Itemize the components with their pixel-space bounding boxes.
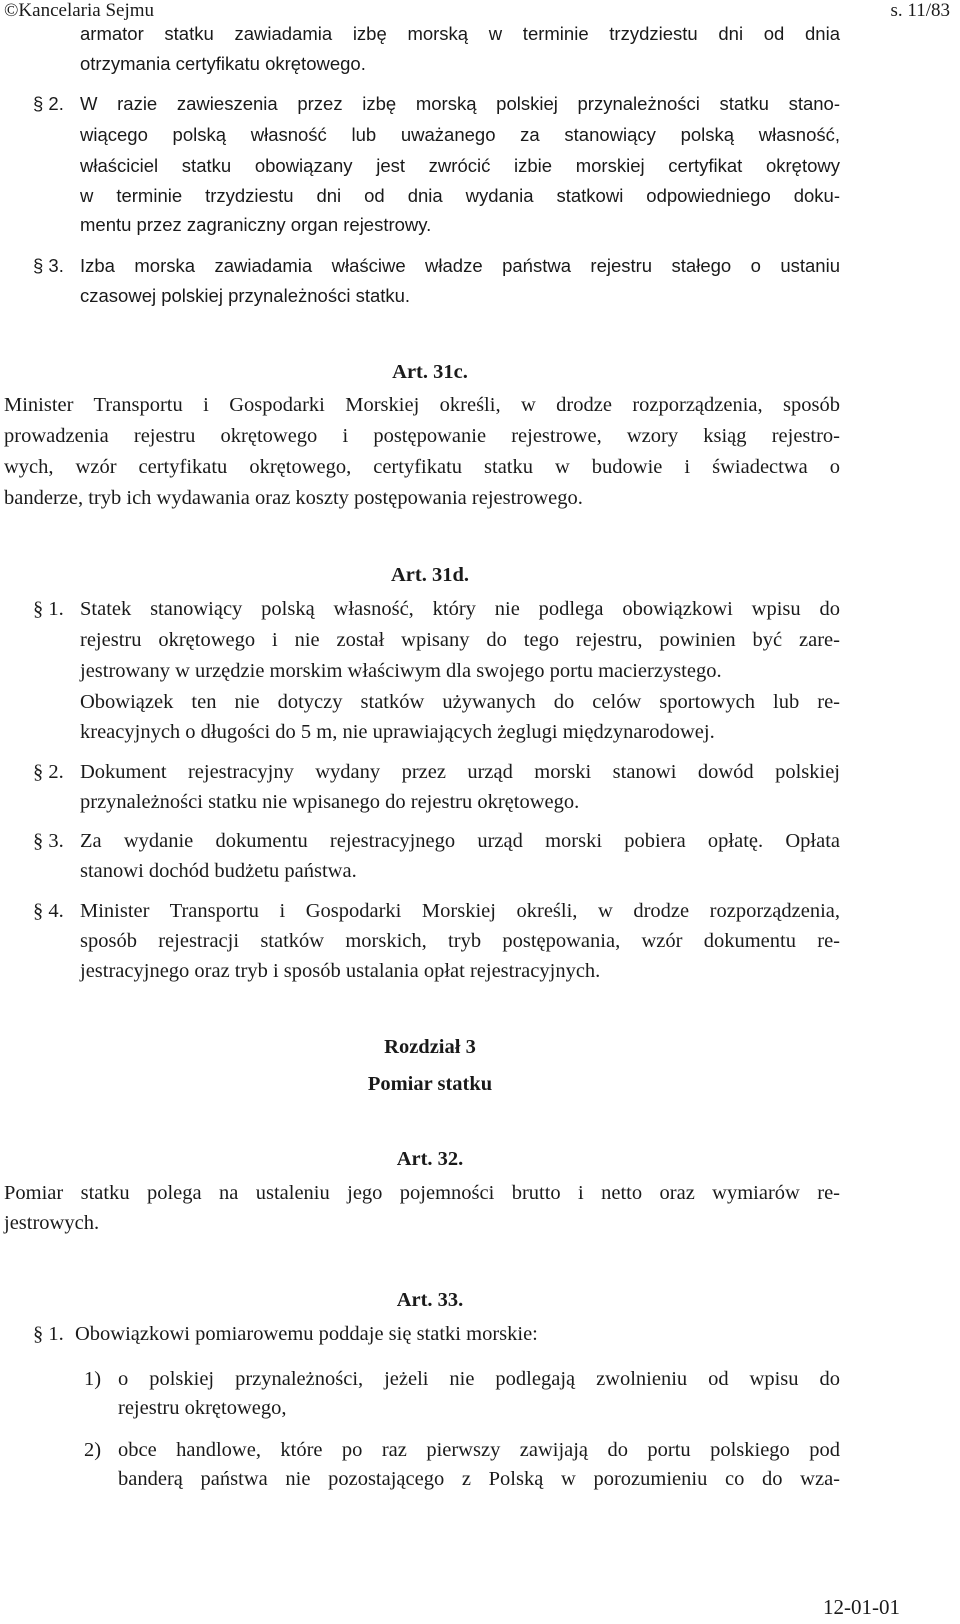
text-line: armator statku zawiadamia izbę morską w terminie trzydziestu dni od dnia [80,23,840,44]
text-line: mentu przez zagraniczny organ rejestrowy. [80,214,432,235]
paragraph-number: § 2. [33,93,64,114]
header-source: ©Kancelaria Sejmu [4,0,155,21]
text-line: Izba morska zawiadamia właściwe władze państwa rejestru stałego o ustaniu [80,255,840,276]
text-line: Minister Transportu i Gospodarki Morskiej określi, w drodze rozporządzenia, [80,900,840,922]
paragraph-number: § 3. [33,830,64,852]
text-line: przynależności statku nie wpisanego do rejestru okrętowego. [80,791,580,813]
paragraph-number: § 1. [33,598,64,620]
text-line: Statek stanowiący polską własność, który nie podlega obowiązkowi wpisu do [80,598,840,620]
text-line: stanowi dochód budżetu państwa. [80,860,357,882]
paragraph-number: § 1. [33,1323,64,1345]
text-line: otrzymania certyfikatu okrętowego. [80,53,366,74]
text-line: W razie zawieszenia przez izbę morską polskiej przynależności statku stano- [80,93,840,114]
text-line: czasowej polskiej przynależności statku. [80,285,411,306]
text-line: w terminie trzydziestu dni od dnia wydania statkowi odpowiedniego doku- [80,185,840,206]
text-line: kreacyjnych o długości do 5 m, nie uprawiających żeglugi międzynarodowej. [80,721,715,743]
page-number: s. 11/83 [890,0,950,21]
text-line: właściciel statku obowiązany jest zwrócić izbie morskiej certyfikat okrętowy [80,155,840,176]
paragraph-number: § 3. [33,255,64,276]
paragraph-number: § 4. [33,900,64,922]
text-line: Pomiar statku polega na ustaleniu jego pojemności brutto i netto oraz wymiarów re- [4,1182,840,1204]
text-line: wych, wzór certyfikatu okrętowego, certyfikatu statku w budowie i świadectwa o [4,456,840,478]
chapter-subtitle: Pomiar statku [367,1073,493,1095]
text-line: rejestru okrętowego i nie został wpisany do tego rejestru, powinien być zare- [80,629,840,651]
text-line: wiącego polską własność lub uważanego za stanowiący polską własność, [80,124,840,145]
text-line: o polskiej przynależności, jeżeli nie podlegają zwolnieniu od wpisu do [118,1368,840,1390]
chapter-title: Rozdział 3 [384,1036,476,1058]
text-line: Za wydanie dokumentu rejestracyjnego urząd morski pobiera opłatę. Opłata [80,830,840,852]
list-item-number: 2) [84,1439,102,1461]
text-line: Obowiązek ten nie dotyczy statków używanych do celów sportowych lub re- [80,691,840,713]
text-line: Minister Transportu i Gospodarki Morskiej określi, w drodze rozporządzenia, sposób [4,394,840,416]
article-heading: Art. 31d. [390,564,469,586]
text-line: jestrowych. [4,1212,100,1234]
article-heading: Art. 31c. [392,361,468,383]
text-line: prowadzenia rejestru okrętowego i postępowanie rejestrowe, wzory ksiąg rejestro- [4,425,840,447]
text-line: banderą państwa nie pozostającego z Polską w porozumieniu co do wza- [118,1468,840,1490]
article-heading: Art. 32. [396,1148,464,1170]
text-line: jestracyjnego oraz tryb i sposób ustalania opłat rejestracyjnych. [80,960,601,982]
text-line: obce handlowe, które po raz pierwszy zawijają do portu polskiego pod [118,1439,840,1461]
article-heading: Art. 33. [396,1289,464,1311]
text-line: Obowiązkowi pomiarowemu poddaje się statki morskie: [75,1323,538,1345]
list-item-number: 1) [84,1368,102,1390]
text-line: rejestru okrętowego, [118,1397,287,1419]
paragraph-number: § 2. [33,761,64,783]
text-line: Dokument rejestracyjny wydany przez urząd morski stanowi dowód polskiej [80,761,840,783]
text-line: sposób rejestracji statków morskich, tryb postępowania, wzór dokumentu re- [80,930,840,952]
text-line: jestrowany w urzędzie morskim właściwym dla swojego portu macierzystego. [80,660,722,682]
text-line: banderze, tryb ich wydawania oraz koszty postępowania rejestrowego. [4,487,583,509]
footer-date: 12-01-01 [823,1595,900,1619]
